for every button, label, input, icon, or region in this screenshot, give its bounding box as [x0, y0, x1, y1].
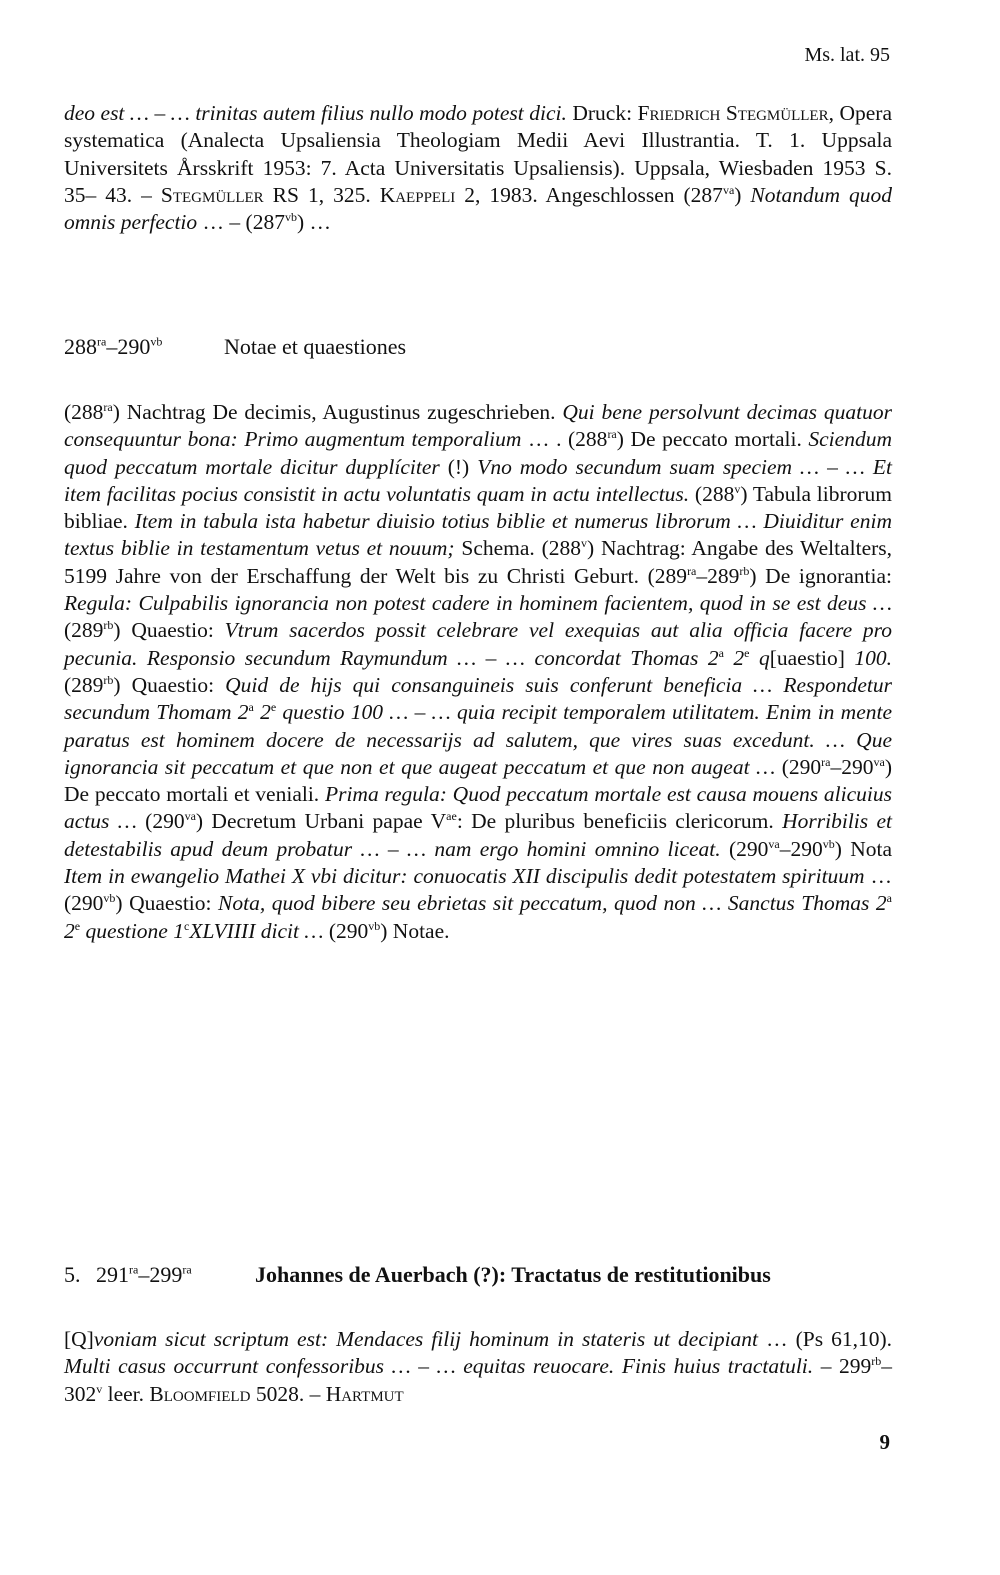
section-title: Johannes de Auerbach (?): Tractatus de restitutionibus	[255, 1262, 771, 1287]
author-name: Kaeppeli	[379, 182, 456, 207]
author-name: Bloomfield	[149, 1381, 251, 1406]
entry-paragraph-1: deo est … – … trinitas autem filius nullo modo potest dici. Druck: Friedrich Stegmüller, Opera systematica (Analecta Upsaliensia Theologiam Medii Aevi Illustrantia. T. 1. Uppsala Universitets Årsskrift 1953: 7. Acta Universitatis Upsaliensis). Uppsala, Wiesbaden 1953 S. 35– 43. – Stegmüller RS 1, 325. Kaeppeli 2, 1983. Angeschlossen $(287^{va})$ Notandum quod omnis perfectio … – $(287^{vb})$ …	[64, 101, 893, 235]
folio-range: $288^{ra}-290^{vb}$	[64, 334, 163, 359]
author-name: Stegmüller	[160, 182, 264, 207]
author-name: Hartmut	[325, 1381, 404, 1406]
page-number: 9	[879, 1430, 890, 1454]
section-title: Notae et quaestiones	[224, 334, 407, 359]
entry-paragraph-3: [Q]voniam sicut scriptum est: Mendaces filij hominum in stateris ut decipiant … (Ps 61,10). Multi casus occurrunt confessoribus … – … equitas reuocare. Finis huius tractatuli. – $299^{rb}-302^v$ leer. Bloomfield 5028. – Hartmut	[64, 1327, 892, 1406]
section-heading-tractatus	[64, 1262, 771, 1288]
running-header: Ms. lat. 95	[804, 44, 890, 66]
entry-paragraph-2: $(288^{ra})$ Nachtrag De decimis, Augustinus zugeschrieben. Qui bene persolvunt decimas quatuor consequuntur bona: Primo augmentum temporalium … . $(288^{ra})$ De peccato mortali. Sciendum quod peccatum mortale dicitur dupplíciter (!) Vno modo secundum suam speciem … – … Et item facilitas pocius consistit in actu voluntatis quam in actu intellectus. (288$^v$) Tabula librorum bibliae. Item in tabula ista habetur diuisio totius biblie et numerus librorum … Diuiditur enim textus biblie in testamentum vetus et nouum; Schema. (288$^v$) Nachtrag: Angabe des Weltalters, 5199 Jahre von der Erschaffung der Welt bis zu Christi Geburt. $(289^{ra}-289^{rb})$ De ignorantia: Regula: Culpabilis ignorancia non potest cadere in hominem facientem, quod in se est deus … $(289^{rb})$ Quaestio: Vtrum sacerdos possit celebrare vel exequias aut alia officia facere pro pecunia. Responsio secundum Raymundum … – … concordat Thomas 2$^a$ 2e q[uaestio] 100. $(289^{rb})$ Quaestio: Quid de hijs qui consanguineis suis conferunt beneficia … Respondetur secundum Thomam 2$^a$ 2e questio 100 … – … quia recipit temporalem utilitatem. Enim in mente paratus est hominem docere de necessarijs ad salutem, que vires suas excedunt. … Que ignorancia sit peccatum et que non et que augeat peccatum et que non augeat … $(290^{ra}-290^{va})$ De peccato mortali et veniali. Prima regula: Quod peccatum mortale est causa mouens alicuius actus … $(290^{va})$ Decretum Urbani papae $V^{ae}$: De pluribus beneficiis clericorum. Horribilis et detestabilis apud deum probatur … – … nam ergo homini omnino liceat. $(290^{va}-290^{vb})$ Nota Item in ewangelio Mathei X vbi dicitur: conuocatis XII discipulis dedit potestatem spirituum … $(290^{vb})$ Quaestio: Nota, quod bibere seu ebrietas sit peccatum, quod non … Sanctus Thomas 2$^a$ 2e questione 1$^c$XLVIIII dicit … $(290^{vb})$ Notae.	[64, 399, 893, 943]
entry-number: 5.	[64, 1262, 81, 1287]
incipit-explicit: deo est … – … trinitas autem filius nullo modo potest dici.	[64, 101, 567, 125]
section-heading-notae	[64, 334, 406, 360]
author-name: Friedrich Stegmüller	[637, 101, 829, 125]
folio-range: $291^{ra}-299^{ra}$	[96, 1262, 192, 1287]
